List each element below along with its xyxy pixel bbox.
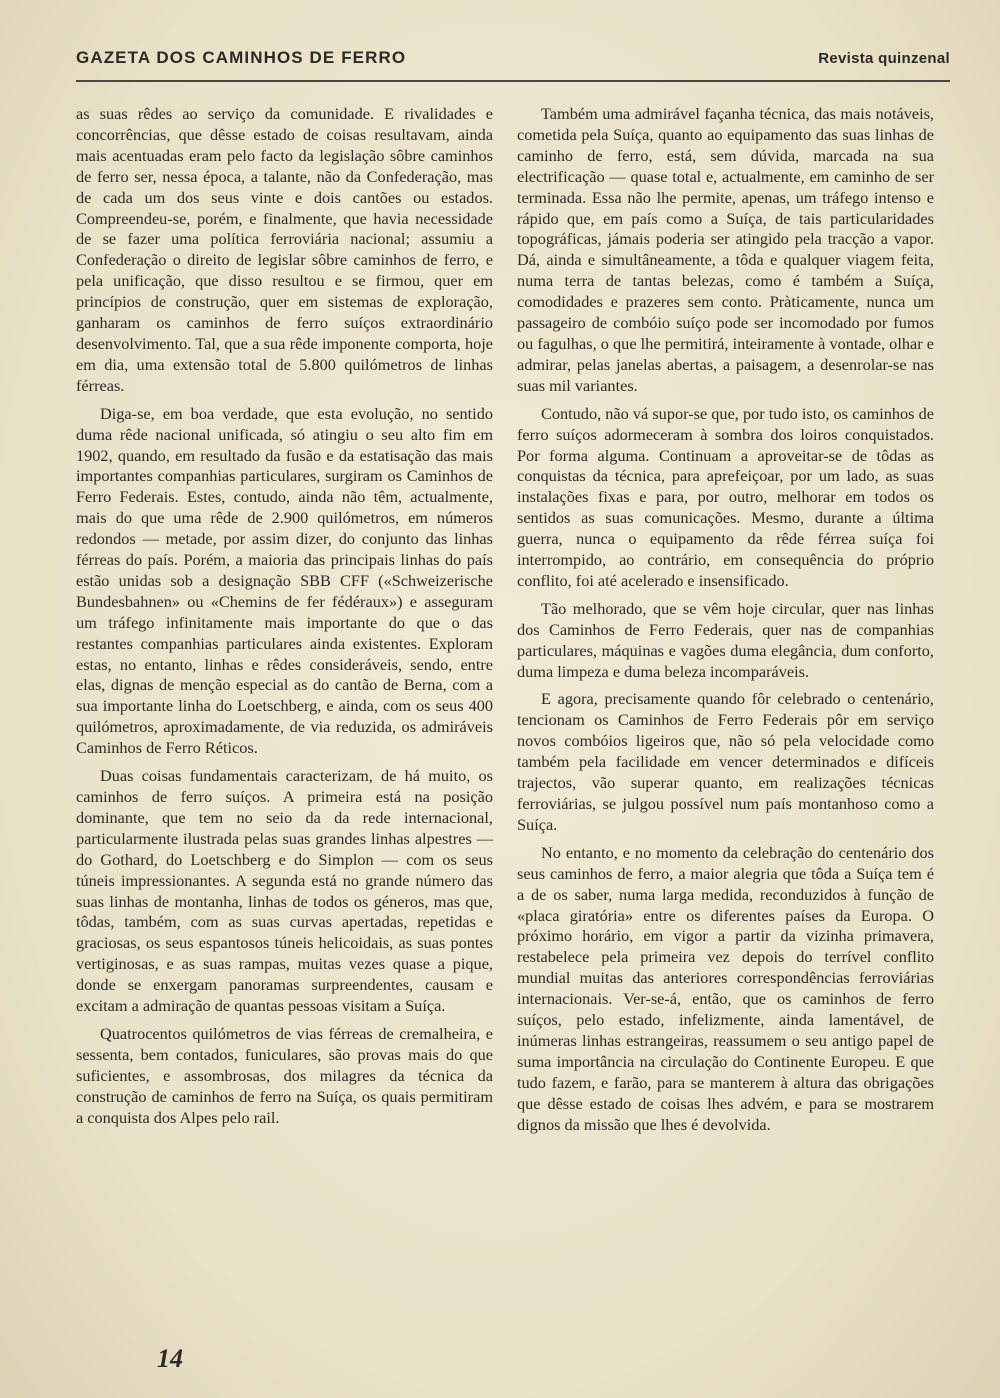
paragraph: Quatrocentos quilómetros de vias férreas de cremalheira, e sessenta, bem contados, funiculares, são provas mais do que suficientes, e assombrosas, dos milagres da técnica da construção de caminhos de ferro na Suíça, os quais permitiram a conquista dos Alpes pelo rail. — [76, 1023, 493, 1127]
paragraph: as suas rêdes ao serviço da comunidade. E rivalidades e concorrências, que dêsse estado de coisas resultavam, ainda mais acentuadas eram pelo facto da legislação sôbre caminhos de ferro ser, nessa época, a talante, não da Confederação, mas de cada um dos seus vinte e dois cantões ou estados. Compreendeu-se, porém, e finalmente, que havia necessidade de se fazer uma política ferroviária nacional; assumiu a Confederação o direito de legislar sôbre caminhos de ferro, e pela unificação, que disso resultou e se firmou, quer em princípios de construção, quer em sistemas de exploração, ganharam os caminhos de ferro suíços extraordinário desenvolvimento. Tal, que a sua rêde imponente comporta, hoje em dia, uma extensão total de 5.800 quilómetros de linhas férreas. — [76, 104, 493, 395]
paragraph: No entanto, e no momento da celebração do centenário dos seus caminhos de ferro, a maior alegria que tôda a Suíça tem é a de os saber, numa larga medida, reconduzidos à função de «placa giratória» entre os diferentes países da Europa. O próximo horário, em vigor a partir da vizinha primavera, restabelece pela primeira vez depois do terrível conflito mundial muitas das anteriores correspondências ferroviárias internacionais. Ver-se-á, então, que os caminhos de ferro suíços, pelo estado, infelizmente, ainda lamentável, de inúmeras linhas estrangeiras, reassumem o seu antigo papel de suma importância na circulação do Continente Europeu. E que tudo fazem, e farão, para se manterem à altura das obrigações que dêsse estado de coisas lhes advém, e para se mostrarem dignos da missão que lhes é devolvida. — [517, 842, 934, 1134]
running-header — [76, 48, 950, 76]
paragraph: Diga-se, em boa verdade, que esta evolução, no sentido duma rêde nacional unificada, só atingiu o seu alto fim em 1902, quando, em resultado da fusão e da estatisação das mais importantes companhias particulares, surgiram os Caminhos de Ferro Federais. Estes, contudo, ainda não têm, actualmente, mais do que uma rêde de 2.900 quilómetros, em números redondos — metade, por assim dizer, do conjunto das linhas férreas do país. Porém, a maioria das principais linhas do país estão unidas sob a designação SBB CFF («Schweizerische Bundesbahnen» ou «Chemins de fer fédéraux») e asseguram um tráfego infinitamente mais importante do que o das restantes companhias particulares ainda existentes. Exploram estas, no entanto, linhas e rêdes consideráveis, sendo, entre elas, dignas de menção especial as do cantão de Berna, com a sua importante linha do Loetschberg, e ainda, com os seus 400 quilómetros, aproximadamente, de via reduzida, os admiráveis Caminhos de Ferro Réticos. — [76, 403, 493, 758]
paragraph: E agora, precisamente quando fôr celebrado o centenário, tencionam os Caminhos de Ferro Federais pôr em serviço novos combóios ligeiros que, não só pela velocidade como também pela facilidade em vencer determinados e difíceis trajectos, vão superar quanto, em realizações técnicas ferroviárias, se julgou possível num país montanhoso como a Suíça. — [517, 689, 934, 834]
header-rule — [76, 80, 950, 82]
paragraph: Contudo, não vá supor-se que, por tudo isto, os caminhos de ferro suíços adormeceram à sombra dos loiros conquistados. Por forma alguma. Continuam a aproveitar-se de tôdas as conquistas da técnica, para aprefeiçoar, por um lado, as suas instalações fixas e para, por outro, melhorar em todos os sentidos as suas comunicações. Mesmo, durante a última guerra, nunca o equipamento da rêde férrea suíça foi interrompido, ao contrário, em consequência do próprio conflito, foi até acelerado e insensificado. — [517, 403, 934, 590]
right-column — [517, 104, 934, 1136]
paragraph: Também uma admirável façanha técnica, das mais notáveis, cometida pela Suíça, quanto ao equipamento das suas linhas de caminho de ferro, está, sem dúvida, marcada na sua electrificação — quase total e, actualmente, em caminho de ser terminada. Essa não lhe permite, apenas, um tráfego intenso e rápido que, em país como a Suíça, de tais particularidades topográficas, jámais poderia ser atingido pela tracção a vapor. Dá, ainda e simultâneamente, a tôda e qualquer viagem feita, numa terra de tantas belezas, como é também a Suíça, comodidades e prazeres sem conto. Pràticamente, nunca um passageiro de combóio suíço pode ser incomodado por fumos ou fagulhas, o que lhe permitirá, inteiramente à vontade, olhar e admirar, pelas janelas abertas, a paisagem, a desenrolar-se nas suas mil variantes. — [517, 104, 934, 395]
page-number: 14 — [157, 1344, 183, 1373]
left-column — [76, 104, 493, 1129]
paragraph: Tão melhorado, que se vêm hoje circular, quer nas linhas dos Caminhos de Ferro Federais, quer nas de companhias particulares, máquinas e vagões duma elegância, dum conforto, duma limpeza e duma beleza incomparáveis. — [517, 598, 934, 681]
paragraph: Duas coisas fundamentais caracterizam, de há muito, os caminhos de ferro suíços. A primeira está na posição dominante, que tem no seio da da rede internacional, particularmente ilustrada pelas suas grandes linhas alpestres — do Gothard, do Loetschberg e do Simplon — com os seus túneis impressionantes. A segunda está no grande número das suas linhas de montanha, linhas de todos os géneros, mas que, tôdas, também, com as suas curvas apertadas, repetidas e graciosas, os seus espantosos túneis helicoidais, as suas pontes vertiginosas, e as suas rampas, muitas vezes quase a pique, donde se enxergam panoramas surpreendentes, causam e excitam a admiração de quantas pessoas visitam a Suíça. — [76, 766, 493, 1016]
publication-title: GAZETA DOS CAMINHOS DE FERRO — [76, 48, 407, 67]
publication-frequency: Revista quinzenal — [818, 50, 950, 67]
